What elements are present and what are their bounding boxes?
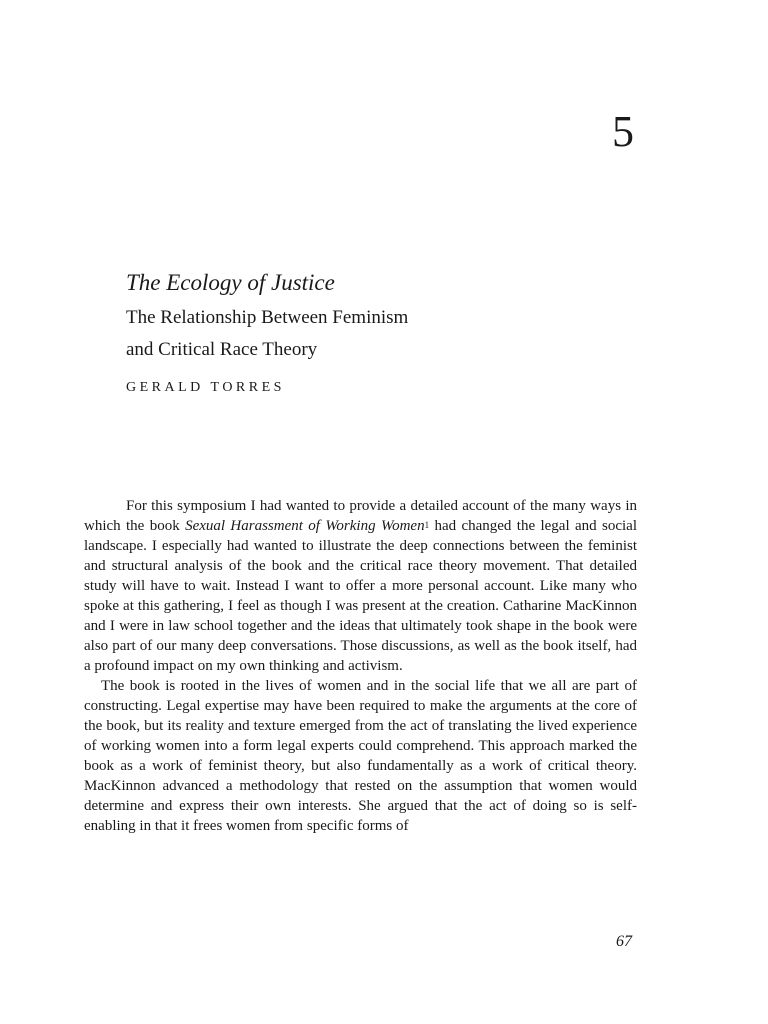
subtitle-line-1: The Relationship Between Feminism xyxy=(126,307,409,328)
author-name: GERALD TORRES xyxy=(126,380,285,395)
chapter-heading xyxy=(126,266,646,396)
subtitle-line-2: and Critical Race Theory xyxy=(126,339,318,360)
book-title: Sexual Harassment of Working Women xyxy=(185,518,425,534)
chapter-number: 5 xyxy=(612,107,634,156)
page-number: 67 xyxy=(616,933,632,950)
paragraph-1-text-b: had changed the legal and social landscape. I especially had wanted to illustrate the deep connections between the feminist and structural analysis of the book and the critical race theory movement. That detailed study will have to wait. Instead I want to offer a more personal account. Like many who spoke at this gathering, I feel as though I was present at the creation. Catharine MacKinnon and I were in law school together and the ideas that ultimately took shape in the book were also part of our many deep conversations. Those discussions, as well as the book itself, had a profound impact on my own thinking and activism. xyxy=(84,518,638,674)
chapter-subtitle xyxy=(126,302,646,366)
footnote-marker: 1 xyxy=(424,520,430,530)
paragraph-2: The book is rooted in the lives of women and in the social life that we all are part of constructing. Legal expertise may have been required to make the arguments at the core of the book, but its reality and texture emerged from the act of translating the lived experience of working women into a form legal experts could comprehend. This approach marked the book as a work of feminist theory, but also fundamentally as a work of critical theory. MacKinnon advanced a methodology that rested on the assumption that women would determine and express their own interests. She argued that the act of doing so is self-enabling in that it frees women from specific forms of xyxy=(84,678,637,834)
chapter-title: The Ecology of Justice xyxy=(126,270,335,295)
paragraph-1-text-a: For this symposium I had wanted to provide a detailed account of the many ways in which the book xyxy=(84,498,637,534)
body-text xyxy=(84,496,637,836)
paragraph-1 xyxy=(84,496,637,676)
